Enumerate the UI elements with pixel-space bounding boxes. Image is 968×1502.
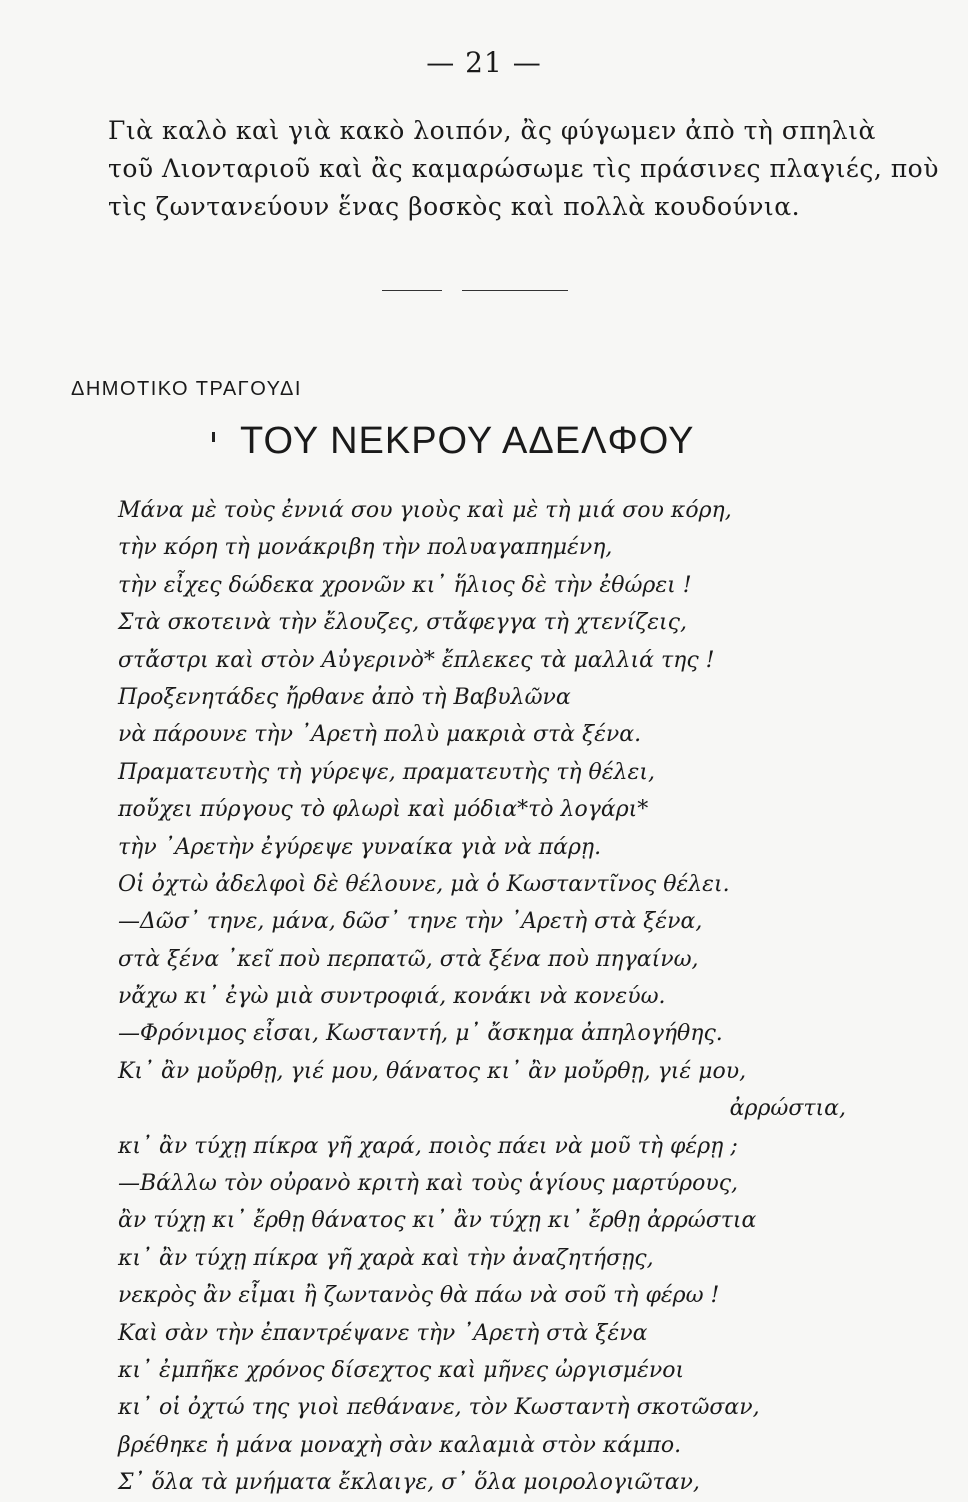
poem-line: —Βάλλω τὸν οὐρανὸ κριτὴ καὶ τοὺς ἁγίους μαρτύρους,	[118, 1171, 739, 1197]
poem-line: Προξενητάδες ἤρθανε ἀπὸ τὴ Βαβυλῶνα	[118, 684, 571, 710]
intro-line: Γιὰ καλὸ καὶ γιὰ κακὸ λοιπόν, ἂς φύγωμεν ἀπὸ τὴ σπηλιὰ	[108, 116, 876, 145]
poem-line: κι᾿ ἂν τύχῃ πίκρα γῆ χαρὰ καὶ τὴν ἀναζητήσῃς,	[118, 1245, 654, 1271]
poem-line: κι᾿ ἂν τύχῃ πίκρα γῆ χαρά, ποιὸς πάει νὰ μοῦ τὴ φέρῃ ;	[118, 1133, 738, 1159]
apostrophe-mark	[212, 432, 215, 442]
poem-line: στἄστρι καὶ στὸν Αὐγερινὸ* ἔπλεκες τὰ μαλλιά της !	[118, 647, 715, 673]
poem-line: Καὶ σὰν τὴν ἐπαντρέψανε τὴν ᾿Αρετὴ στὰ ξένα	[118, 1320, 648, 1346]
poem-line: Πραματευτὴς τὴ γύρεψε, πραματευτὴς τὴ θέλει,	[118, 759, 655, 785]
section-label: ΔΗΜΟΤΙΚΟ ΤΡΑΓΟΥΔΙ	[71, 378, 302, 400]
poem-line: στὰ ξένα ᾿κεῖ ποὺ περπατῶ, στὰ ξένα ποὺ πηγαίνω,	[118, 946, 699, 972]
poem-line: τὴν κόρη τὴ μονάκριβη τὴν πολυαγαπημένη,	[118, 535, 613, 561]
poem-line: —Δῶσ᾿ τηνε, μάνα, δῶσ᾿ τηνε τὴν ᾿Αρετὴ στὰ ξένα,	[118, 909, 703, 935]
poem-line: Κι᾿ ἂν μοὔρθῃ, γιέ μου, θάνατος κι᾿ ἂν μοὔρθῃ, γιέ μου,	[118, 1058, 747, 1084]
section-divider	[382, 290, 568, 291]
poem-line: τὴν εἶχες δώδεκα χρονῶν κι᾿ ἥλιος δὲ τὴν ἐθώρει !	[118, 572, 692, 598]
poem-line: Οἱ ὀχτὼ ἀδελφοὶ δὲ θέλουνε, μὰ ὁ Κωσταντῖνος θέλει.	[118, 871, 730, 897]
poem-body	[118, 492, 858, 1502]
poem-line: κι᾿ οἱ ὀχτώ της γιοὶ πεθάνανε, τὸν Κωσταντὴ σκοτῶσαν,	[118, 1395, 760, 1421]
poem-line: ποὔχει πύργους τὸ φλωρὶ καὶ μόδια*τὸ λογάρι*	[118, 797, 649, 823]
poem-line: κι᾿ ἐμπῆκε χρόνος δίσεχτος καὶ μῆνες ὠργισμένοι	[118, 1357, 685, 1383]
poem-title: ΤΟΥ ΝΕΚΡΟΥ ΑΔΕΛΦΟΥ	[240, 420, 695, 462]
intro-line: τὶς ζωντανεύουν ἕνας βοσκὸς καὶ πολλὰ κουδούνια.	[108, 192, 801, 221]
poem-line: ἂν τύχῃ κι᾿ ἔρθῃ θάνατος κι᾿ ἂν τύχῃ κι᾿ ἔρθῃ ἀρρώστια	[118, 1208, 757, 1234]
poem-line: τὴν ᾿Αρετὴν ἐγύρεψε γυναίκα γιὰ νὰ πάρῃ.	[118, 834, 602, 860]
poem-line: βρέθηκε ἡ μάνα μοναχὴ σὰν καλαμιὰ στὸν κάμπο.	[118, 1432, 682, 1458]
poem-line: Μάνα μὲ τοὺς ἐννιά σου γιοὺς καὶ μὲ τὴ μιά σου κόρη,	[118, 498, 732, 523]
intro-paragraph	[108, 112, 939, 226]
poem-line: νἄχω κι᾿ ἐγὼ μιὰ συντροφιά, κονάκι νὰ κονεύω.	[118, 984, 666, 1010]
intro-line: τοῦ Λιονταριοῦ καὶ ἂς καμαρώσωμε τὶς πράσινες πλαγιές, ποὺ	[108, 154, 939, 183]
poem-line: —Φρόνιμος εἶσαι, Κωσταντή, μ᾿ ἄσκημα ἀπηλογήθης.	[118, 1021, 723, 1047]
page-number: — 21 —	[426, 46, 542, 79]
poem-line: Σ᾿ ὅλα τὰ μνήματα ἔκλαιγε, σ᾿ ὅλα μοιρολογιῶταν,	[118, 1470, 700, 1496]
poem-line: νεκρὸς ἂν εἶμαι ἢ ζωντανὸς θὰ πάω νὰ σοῦ τὴ φέρω !	[118, 1283, 720, 1309]
poem-line: Στὰ σκοτεινὰ τὴν ἔλουζες, στἄφεγγα τὴ χτενίζεις,	[118, 610, 687, 636]
poem-line-continuation: ἀρρώστια,	[729, 1096, 846, 1122]
poem-line: νὰ πάρουνε τὴν ᾿Αρετὴ πολὺ μακριὰ στὰ ξένα.	[118, 722, 642, 748]
